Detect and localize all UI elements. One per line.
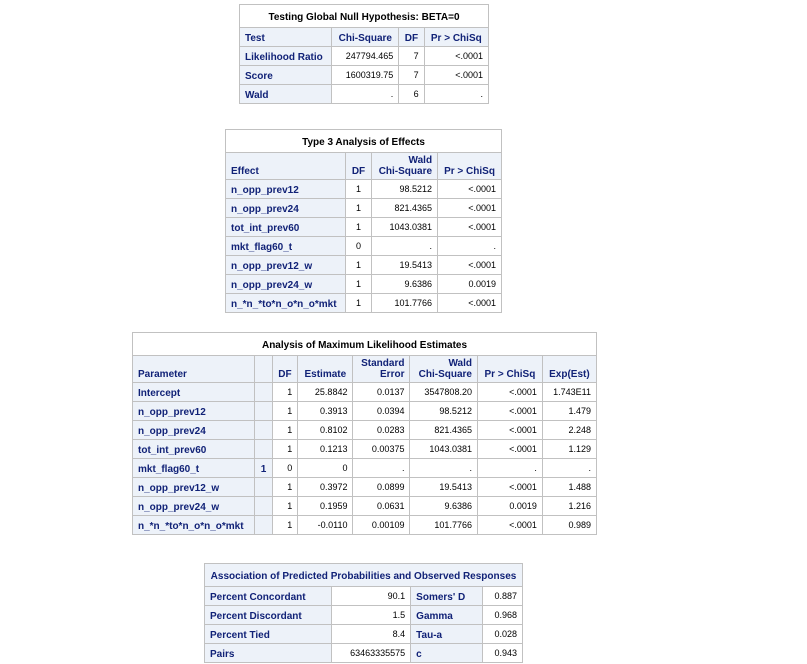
row-header: Score xyxy=(240,66,332,85)
col-std-error: Standard Error xyxy=(353,356,410,383)
df-cell: 1 xyxy=(272,402,298,421)
table-row xyxy=(133,478,597,497)
chisq-cell: . xyxy=(332,85,399,104)
level-cell xyxy=(255,421,272,440)
col-wald-chisq: Wald Chi-Square xyxy=(371,153,437,180)
se-cell: . xyxy=(353,459,410,478)
p-cell: <.0001 xyxy=(424,47,488,66)
table-row xyxy=(133,440,597,459)
col-test: Test xyxy=(240,28,332,47)
chisq-cell: 247794.465 xyxy=(332,47,399,66)
p-cell: 0.0019 xyxy=(477,497,542,516)
df-cell: 0 xyxy=(346,237,371,256)
table-row xyxy=(133,497,597,516)
row-header: n_opp_prev12_w xyxy=(226,256,346,275)
row-header: n_opp_prev12 xyxy=(133,402,255,421)
exp-cell: 1.743E11 xyxy=(542,383,596,402)
chisq-cell: 9.6386 xyxy=(371,275,437,294)
exp-cell: 1.479 xyxy=(542,402,596,421)
df-cell: 0 xyxy=(272,459,298,478)
level-cell xyxy=(255,497,272,516)
table-row xyxy=(240,85,489,104)
row-header: n_*n_*to*n_o*n_o*mkt xyxy=(226,294,346,313)
col-exp-est: Exp(Est) xyxy=(542,356,596,383)
row-header: n_*n_*to*n_o*n_o*mkt xyxy=(133,516,255,535)
chisq-cell: 1600319.75 xyxy=(332,66,399,85)
df-cell: 7 xyxy=(399,47,424,66)
level-cell xyxy=(255,516,272,535)
row-header: n_opp_prev24 xyxy=(133,421,255,440)
df-cell: 1 xyxy=(346,294,371,313)
chisq-cell: . xyxy=(371,237,437,256)
col-effect: Effect xyxy=(226,153,346,180)
p-cell: <.0001 xyxy=(477,402,542,421)
col-chisq: Chi-Square xyxy=(332,28,399,47)
global-null-title: Testing Global Null Hypothesis: BETA=0 xyxy=(240,5,489,28)
p-cell: <.0001 xyxy=(477,516,542,535)
row-header: Intercept xyxy=(133,383,255,402)
value-cell: 0.887 xyxy=(482,587,522,606)
level-cell xyxy=(255,383,272,402)
row-header: Percent Tied xyxy=(205,625,332,644)
chisq-cell: 1043.0381 xyxy=(410,440,478,459)
exp-cell: 1.129 xyxy=(542,440,596,459)
row-header: Tau-a xyxy=(411,625,483,644)
p-cell: . xyxy=(424,85,488,104)
table-row xyxy=(226,218,502,237)
type3-title: Type 3 Analysis of Effects xyxy=(226,130,502,153)
estimate-cell: 0.8102 xyxy=(298,421,353,440)
col-df: DF xyxy=(399,28,424,47)
row-header: tot_int_prev60 xyxy=(133,440,255,459)
exp-cell: 1.488 xyxy=(542,478,596,497)
chisq-cell: 19.5413 xyxy=(371,256,437,275)
table-row xyxy=(226,294,502,313)
estimate-cell: 0.1959 xyxy=(298,497,353,516)
chisq-cell: 98.5212 xyxy=(410,402,478,421)
row-header: n_opp_prev24_w xyxy=(226,275,346,294)
row-header: mkt_flag60_t xyxy=(133,459,255,478)
se-cell: 0.0899 xyxy=(353,478,410,497)
p-cell: <.0001 xyxy=(438,180,502,199)
df-cell: 1 xyxy=(272,440,298,459)
df-cell: 1 xyxy=(272,516,298,535)
row-header: Somers' D xyxy=(411,587,483,606)
table-row xyxy=(240,47,489,66)
row-header: n_opp_prev12 xyxy=(226,180,346,199)
p-cell: 0.0019 xyxy=(438,275,502,294)
exp-cell: . xyxy=(542,459,596,478)
df-cell: 1 xyxy=(346,256,371,275)
row-header: Wald xyxy=(240,85,332,104)
se-cell: 0.0394 xyxy=(353,402,410,421)
estimate-cell: 0 xyxy=(298,459,353,478)
value-cell: 0.968 xyxy=(482,606,522,625)
row-header: c xyxy=(411,644,483,663)
table-row xyxy=(226,199,502,218)
exp-cell: 2.248 xyxy=(542,421,596,440)
p-cell: <.0001 xyxy=(477,478,542,497)
value-cell: 90.1 xyxy=(332,587,411,606)
p-cell: <.0001 xyxy=(477,383,542,402)
level-cell xyxy=(255,478,272,497)
chisq-cell: 821.4365 xyxy=(371,199,437,218)
col-df: DF xyxy=(346,153,371,180)
association-title: Association of Predicted Probabilities and Observed Responses xyxy=(205,564,523,587)
table-row xyxy=(240,66,489,85)
estimate-cell: 0.3972 xyxy=(298,478,353,497)
row-header: Gamma xyxy=(411,606,483,625)
se-cell: 0.0631 xyxy=(353,497,410,516)
chisq-cell: 821.4365 xyxy=(410,421,478,440)
chisq-cell: 19.5413 xyxy=(410,478,478,497)
table-row xyxy=(133,421,597,440)
chisq-cell: 101.7766 xyxy=(371,294,437,313)
level-cell: 1 xyxy=(255,459,272,478)
chisq-cell: 101.7766 xyxy=(410,516,478,535)
col-wald-chisq: Wald Chi-Square xyxy=(410,356,478,383)
col-estimate: Estimate xyxy=(298,356,353,383)
estimate-cell: 0.1213 xyxy=(298,440,353,459)
p-cell: <.0001 xyxy=(477,440,542,459)
p-cell: <.0001 xyxy=(438,256,502,275)
df-cell: 1 xyxy=(346,275,371,294)
value-cell: 0.943 xyxy=(482,644,522,663)
mle-title: Analysis of Maximum Likelihood Estimates xyxy=(133,333,597,356)
value-cell: 0.028 xyxy=(482,625,522,644)
level-cell xyxy=(255,402,272,421)
row-header: Percent Concordant xyxy=(205,587,332,606)
exp-cell: 1.216 xyxy=(542,497,596,516)
p-cell: <.0001 xyxy=(424,66,488,85)
se-cell: 0.0283 xyxy=(353,421,410,440)
chisq-cell: 3547808.20 xyxy=(410,383,478,402)
p-cell: . xyxy=(438,237,502,256)
row-header: Likelihood Ratio xyxy=(240,47,332,66)
chisq-cell: 9.6386 xyxy=(410,497,478,516)
row-header: n_opp_prev24 xyxy=(226,199,346,218)
p-cell: <.0001 xyxy=(438,294,502,313)
df-cell: 1 xyxy=(272,478,298,497)
col-level xyxy=(255,356,272,383)
table-row xyxy=(226,180,502,199)
row-header: tot_int_prev60 xyxy=(226,218,346,237)
table-row xyxy=(133,516,597,535)
exp-cell: 0.989 xyxy=(542,516,596,535)
association-table xyxy=(204,563,523,663)
p-cell: . xyxy=(477,459,542,478)
p-cell: <.0001 xyxy=(477,421,542,440)
df-cell: 1 xyxy=(272,421,298,440)
row-header: mkt_flag60_t xyxy=(226,237,346,256)
table-row xyxy=(133,459,597,478)
row-header: n_opp_prev24_w xyxy=(133,497,255,516)
table-row xyxy=(205,625,523,644)
df-cell: 1 xyxy=(346,218,371,237)
table-row xyxy=(226,256,502,275)
col-p: Pr > ChiSq xyxy=(438,153,502,180)
table-row xyxy=(133,383,597,402)
df-cell: 1 xyxy=(272,383,298,402)
row-header: n_opp_prev12_w xyxy=(133,478,255,497)
se-cell: 0.00375 xyxy=(353,440,410,459)
df-cell: 6 xyxy=(399,85,424,104)
table-row xyxy=(226,275,502,294)
col-p: Pr > ChiSq xyxy=(424,28,488,47)
chisq-cell: 1043.0381 xyxy=(371,218,437,237)
df-cell: 1 xyxy=(346,199,371,218)
p-cell: <.0001 xyxy=(438,199,502,218)
chisq-cell: 98.5212 xyxy=(371,180,437,199)
level-cell xyxy=(255,440,272,459)
estimate-cell: 25.8842 xyxy=(298,383,353,402)
se-cell: 0.00109 xyxy=(353,516,410,535)
estimate-cell: -0.0110 xyxy=(298,516,353,535)
table-row xyxy=(226,237,502,256)
table-row xyxy=(205,644,523,663)
row-header: Pairs xyxy=(205,644,332,663)
df-cell: 7 xyxy=(399,66,424,85)
p-cell: <.0001 xyxy=(438,218,502,237)
row-header: Percent Discordant xyxy=(205,606,332,625)
table-row xyxy=(205,587,523,606)
col-parameter: Parameter xyxy=(133,356,255,383)
df-cell: 1 xyxy=(346,180,371,199)
value-cell: 63463335575 xyxy=(332,644,411,663)
col-df: DF xyxy=(272,356,298,383)
chisq-cell: . xyxy=(410,459,478,478)
se-cell: 0.0137 xyxy=(353,383,410,402)
mle-table xyxy=(132,332,597,535)
df-cell: 1 xyxy=(272,497,298,516)
value-cell: 1.5 xyxy=(332,606,411,625)
global-null-table xyxy=(239,4,489,104)
table-row xyxy=(133,402,597,421)
type3-table xyxy=(225,129,502,313)
estimate-cell: 0.3913 xyxy=(298,402,353,421)
col-p: Pr > ChiSq xyxy=(477,356,542,383)
value-cell: 8.4 xyxy=(332,625,411,644)
table-row xyxy=(205,606,523,625)
